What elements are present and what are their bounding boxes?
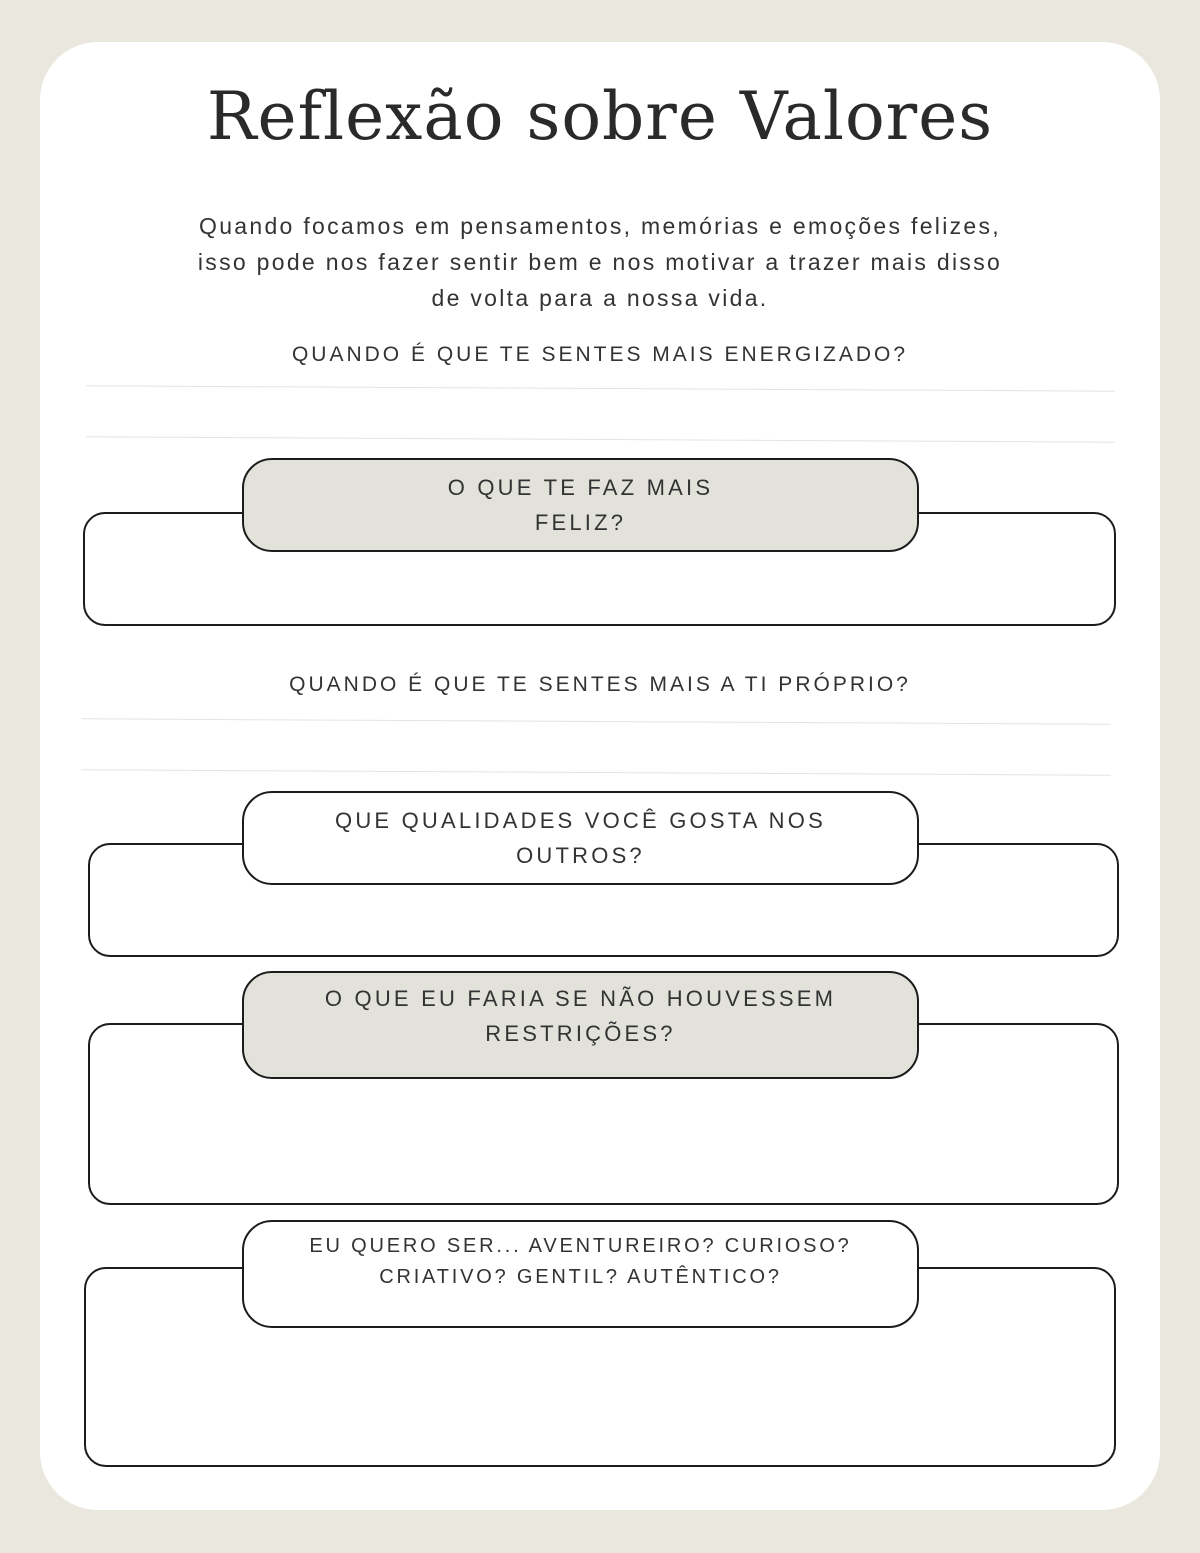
question-energized: QUANDO É QUE TE SENTES MAIS ENERGIZADO? <box>291 343 909 366</box>
question-yourself: QUANDO É QUE TE SENTES MAIS A TI PRÓPRIO? <box>289 673 911 696</box>
prompt-label: O QUE TE FAZ MAIS FELIZ? <box>447 475 714 535</box>
prompt-label: QUE QUALIDADES VOCÊ GOSTA NOS OUTROS? <box>335 808 826 868</box>
prompt-pill-qualities <box>242 791 919 885</box>
intro-text: Quando focamos em pensamentos, memórias e emoções felizes, isso pode nos fazer sentir bem e nos motivar a trazer mais disso de volta para a nossa vida. <box>197 213 1003 311</box>
prompt-pill-happiest <box>242 458 919 552</box>
prompt-pill-want-to-be <box>242 1220 919 1328</box>
prompt-label: EU QUERO SER... AVENTUREIRO? CURIOSO? CRIATIVO? GENTIL? AUTÊNTICO? <box>309 1235 852 1288</box>
page-title: Reflexão sobre Valores <box>206 78 994 155</box>
prompt-pill-no-restrictions <box>242 971 919 1079</box>
prompt-label: O QUE EU FARIA SE NÃO HOUVESSEM RESTRIÇÕES? <box>324 986 837 1046</box>
